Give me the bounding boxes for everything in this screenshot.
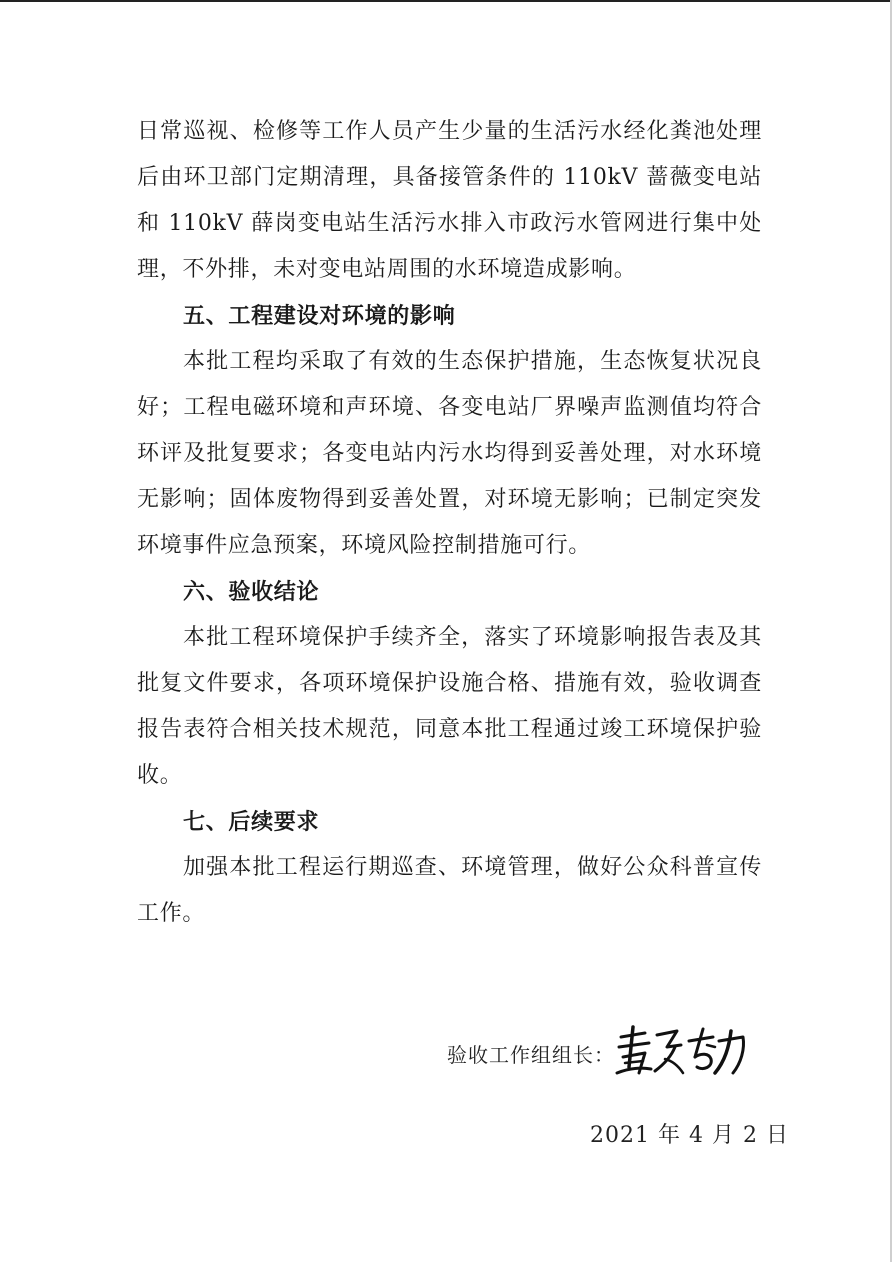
- section-heading-7: 七、后续要求: [183, 809, 320, 835]
- paragraph-continued: 日常巡视、检修等工作人员产生少量的生活污水经化粪池处理后由环卫部门定期清理，具备接管条件的 110kV 蔷薇变电站和 110kV 薛岗变电站生活污水排入市政污水管网进行集中处理，不外排，未对变电站周围的水环境造成影响。: [137, 119, 762, 282]
- section-heading-5: 五、工程建设对环境的影响: [183, 303, 456, 329]
- page-top-border: [0, 0, 892, 2]
- paragraph-follow-up: 加强本批工程运行期巡查、环境管理，做好公众科普宣传工作。: [137, 855, 762, 926]
- handwritten-signature: [615, 1023, 749, 1083]
- paragraph-environment-impact: 本批工程均采取了有效的生态保护措施，生态恢复状况良好；工程电磁环境和声环境、各变电站厂界噪声监测值均符合环评及批复要求；各变电站内污水均得到妥善处理，对水环境无影响；固体废物得到妥善处置，对环境无影响；已制定突发环境事件应急预案，环境风险控制措施可行。: [137, 349, 762, 558]
- section-heading-6: 六、验收结论: [183, 579, 320, 605]
- document-body: [137, 109, 762, 937]
- document-date: 2021 年 4 月 2 日: [590, 1123, 789, 1148]
- signature-block: [447, 1018, 749, 1088]
- paragraph-acceptance-conclusion: 本批工程环境保护手续齐全，落实了环境影响报告表及其批复文件要求，各项环境保护设施合格、措施有效，验收调查报告表符合相关技术规范，同意本批工程通过竣工环境保护验收。: [137, 625, 762, 788]
- signature-label: 验收工作组组长：: [447, 1042, 615, 1067]
